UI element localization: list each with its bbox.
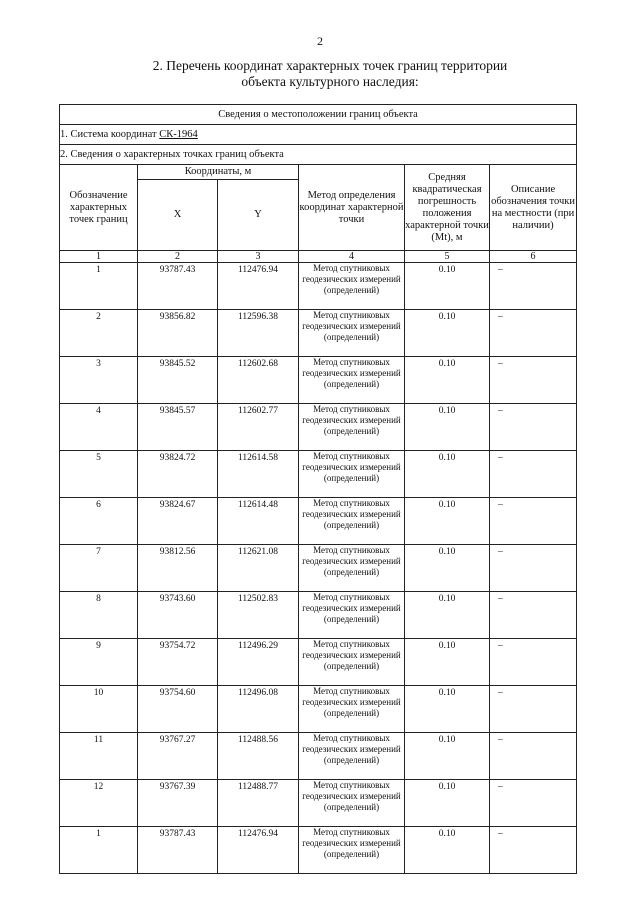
document-title — [140, 58, 520, 90]
x-coordinate-cell: 93824.67 — [138, 498, 218, 545]
table-body — [60, 263, 577, 874]
x-coordinate-cell: 93856.82 — [138, 310, 218, 357]
description-cell: – — [490, 827, 577, 874]
method-cell: Метод спутниковых геодезических измерений (определений) — [299, 592, 405, 639]
header-point-designation: Обозначение характерных точек границ — [60, 165, 138, 251]
x-coordinate-cell: 93743.60 — [138, 592, 218, 639]
point-number-cell: 10 — [60, 686, 138, 733]
accuracy-cell: 0.10 — [405, 686, 490, 733]
header-method: Метод определения координат характерной точки — [299, 165, 405, 251]
method-cell: Метод спутниковых геодезических измерений (определений) — [299, 686, 405, 733]
column-number: 6 — [490, 251, 577, 263]
table-row — [60, 545, 577, 592]
header-accuracy — [405, 165, 490, 251]
y-coordinate-cell: 112614.48 — [218, 498, 299, 545]
y-coordinate-cell: 112488.56 — [218, 733, 299, 780]
x-coordinate-cell: 93787.43 — [138, 827, 218, 874]
method-cell: Метод спутниковых геодезических измерений (определений) — [299, 498, 405, 545]
table-row — [60, 263, 577, 310]
table-row — [60, 639, 577, 686]
page-number: 2 — [317, 34, 323, 48]
point-number-cell: 5 — [60, 451, 138, 498]
accuracy-cell: 0.10 — [405, 404, 490, 451]
table-row — [60, 498, 577, 545]
header-y: Y — [218, 180, 299, 251]
method-cell: Метод спутниковых геодезических измерений (определений) — [299, 545, 405, 592]
header-coordinates: Координаты, м — [138, 165, 299, 180]
coordinate-system-value: СК-1964 — [159, 129, 198, 140]
y-coordinate-cell: 112496.29 — [218, 639, 299, 686]
table-row — [60, 592, 577, 639]
title-line-2: объекта культурного наследия: — [241, 74, 419, 89]
column-number: 5 — [405, 251, 490, 263]
accuracy-cell: 0.10 — [405, 357, 490, 404]
table-row — [60, 780, 577, 827]
table-heading: Сведения о местоположении границ объекта — [60, 105, 577, 125]
method-cell: Метод спутниковых геодезических измерений (определений) — [299, 357, 405, 404]
x-coordinate-cell: 93845.52 — [138, 357, 218, 404]
coordinates-table — [59, 104, 577, 874]
point-number-cell: 7 — [60, 545, 138, 592]
x-coordinate-cell: 93824.72 — [138, 451, 218, 498]
description-cell: – — [490, 639, 577, 686]
method-cell: Метод спутниковых геодезических измерений (определений) — [299, 310, 405, 357]
method-cell: Метод спутниковых геодезических измерений (определений) — [299, 733, 405, 780]
y-coordinate-cell: 112614.58 — [218, 451, 299, 498]
description-cell: – — [490, 686, 577, 733]
x-coordinate-cell: 93812.56 — [138, 545, 218, 592]
description-cell: – — [490, 451, 577, 498]
accuracy-cell: 0.10 — [405, 733, 490, 780]
table-row — [60, 686, 577, 733]
accuracy-cell: 0.10 — [405, 592, 490, 639]
x-coordinate-cell: 93754.72 — [138, 639, 218, 686]
y-coordinate-cell: 112602.68 — [218, 357, 299, 404]
accuracy-cell: 0.10 — [405, 451, 490, 498]
point-number-cell: 2 — [60, 310, 138, 357]
method-cell: Метод спутниковых геодезических измерений (определений) — [299, 827, 405, 874]
y-coordinate-cell: 112496.08 — [218, 686, 299, 733]
point-number-cell: 6 — [60, 498, 138, 545]
header-accuracy-text: Средняя квадратическая погрешность положения характерной точки (Mt), м — [405, 171, 489, 243]
x-coordinate-cell: 93767.39 — [138, 780, 218, 827]
title-line-1: 2. Перечень координат характерных точек границ территории — [152, 58, 508, 73]
point-number-cell: 12 — [60, 780, 138, 827]
description-cell: – — [490, 357, 577, 404]
coordinate-system-row — [60, 125, 577, 145]
point-number-cell: 4 — [60, 404, 138, 451]
column-number: 2 — [138, 251, 218, 263]
accuracy-cell: 0.10 — [405, 545, 490, 592]
table-row — [60, 357, 577, 404]
column-numbers-row — [60, 251, 577, 263]
method-cell: Метод спутниковых геодезических измерений (определений) — [299, 263, 405, 310]
column-number: 4 — [299, 251, 405, 263]
point-number-cell: 1 — [60, 827, 138, 874]
method-cell: Метод спутниковых геодезических измерений (определений) — [299, 404, 405, 451]
points-heading: 2. Сведения о характерных точках границ объекта — [60, 145, 577, 165]
table-row — [60, 310, 577, 357]
description-cell: – — [490, 310, 577, 357]
column-number: 3 — [218, 251, 299, 263]
description-cell: – — [490, 592, 577, 639]
description-cell: – — [490, 263, 577, 310]
y-coordinate-cell: 112488.77 — [218, 780, 299, 827]
method-cell: Метод спутниковых геодезических измерений (определений) — [299, 780, 405, 827]
description-cell: – — [490, 780, 577, 827]
description-cell: – — [490, 545, 577, 592]
y-coordinate-cell: 112621.08 — [218, 545, 299, 592]
accuracy-cell: 0.10 — [405, 310, 490, 357]
accuracy-cell: 0.10 — [405, 263, 490, 310]
table-row — [60, 827, 577, 874]
point-number-cell: 9 — [60, 639, 138, 686]
description-cell: – — [490, 498, 577, 545]
y-coordinate-cell: 112596.38 — [218, 310, 299, 357]
accuracy-cell: 0.10 — [405, 498, 490, 545]
coordinate-system-label: 1. Система координат — [60, 129, 160, 140]
point-number-cell: 3 — [60, 357, 138, 404]
table-row — [60, 451, 577, 498]
description-cell: – — [490, 404, 577, 451]
column-number: 1 — [60, 251, 138, 263]
accuracy-cell: 0.10 — [405, 639, 490, 686]
description-cell: – — [490, 733, 577, 780]
method-cell: Метод спутниковых геодезических измерений (определений) — [299, 639, 405, 686]
header-x: X — [138, 180, 218, 251]
y-coordinate-cell: 112476.94 — [218, 263, 299, 310]
y-coordinate-cell: 112502.83 — [218, 592, 299, 639]
accuracy-cell: 0.10 — [405, 780, 490, 827]
x-coordinate-cell: 93767.27 — [138, 733, 218, 780]
table-row — [60, 404, 577, 451]
y-coordinate-cell: 112602.77 — [218, 404, 299, 451]
y-coordinate-cell: 112476.94 — [218, 827, 299, 874]
accuracy-cell: 0.10 — [405, 827, 490, 874]
x-coordinate-cell: 93787.43 — [138, 263, 218, 310]
point-number-cell: 11 — [60, 733, 138, 780]
header-description: Описание обозначения точки на местности (при наличии) — [490, 165, 577, 251]
point-number-cell: 8 — [60, 592, 138, 639]
point-number-cell: 1 — [60, 263, 138, 310]
x-coordinate-cell: 93754.60 — [138, 686, 218, 733]
table-row — [60, 733, 577, 780]
method-cell: Метод спутниковых геодезических измерений (определений) — [299, 451, 405, 498]
x-coordinate-cell: 93845.57 — [138, 404, 218, 451]
